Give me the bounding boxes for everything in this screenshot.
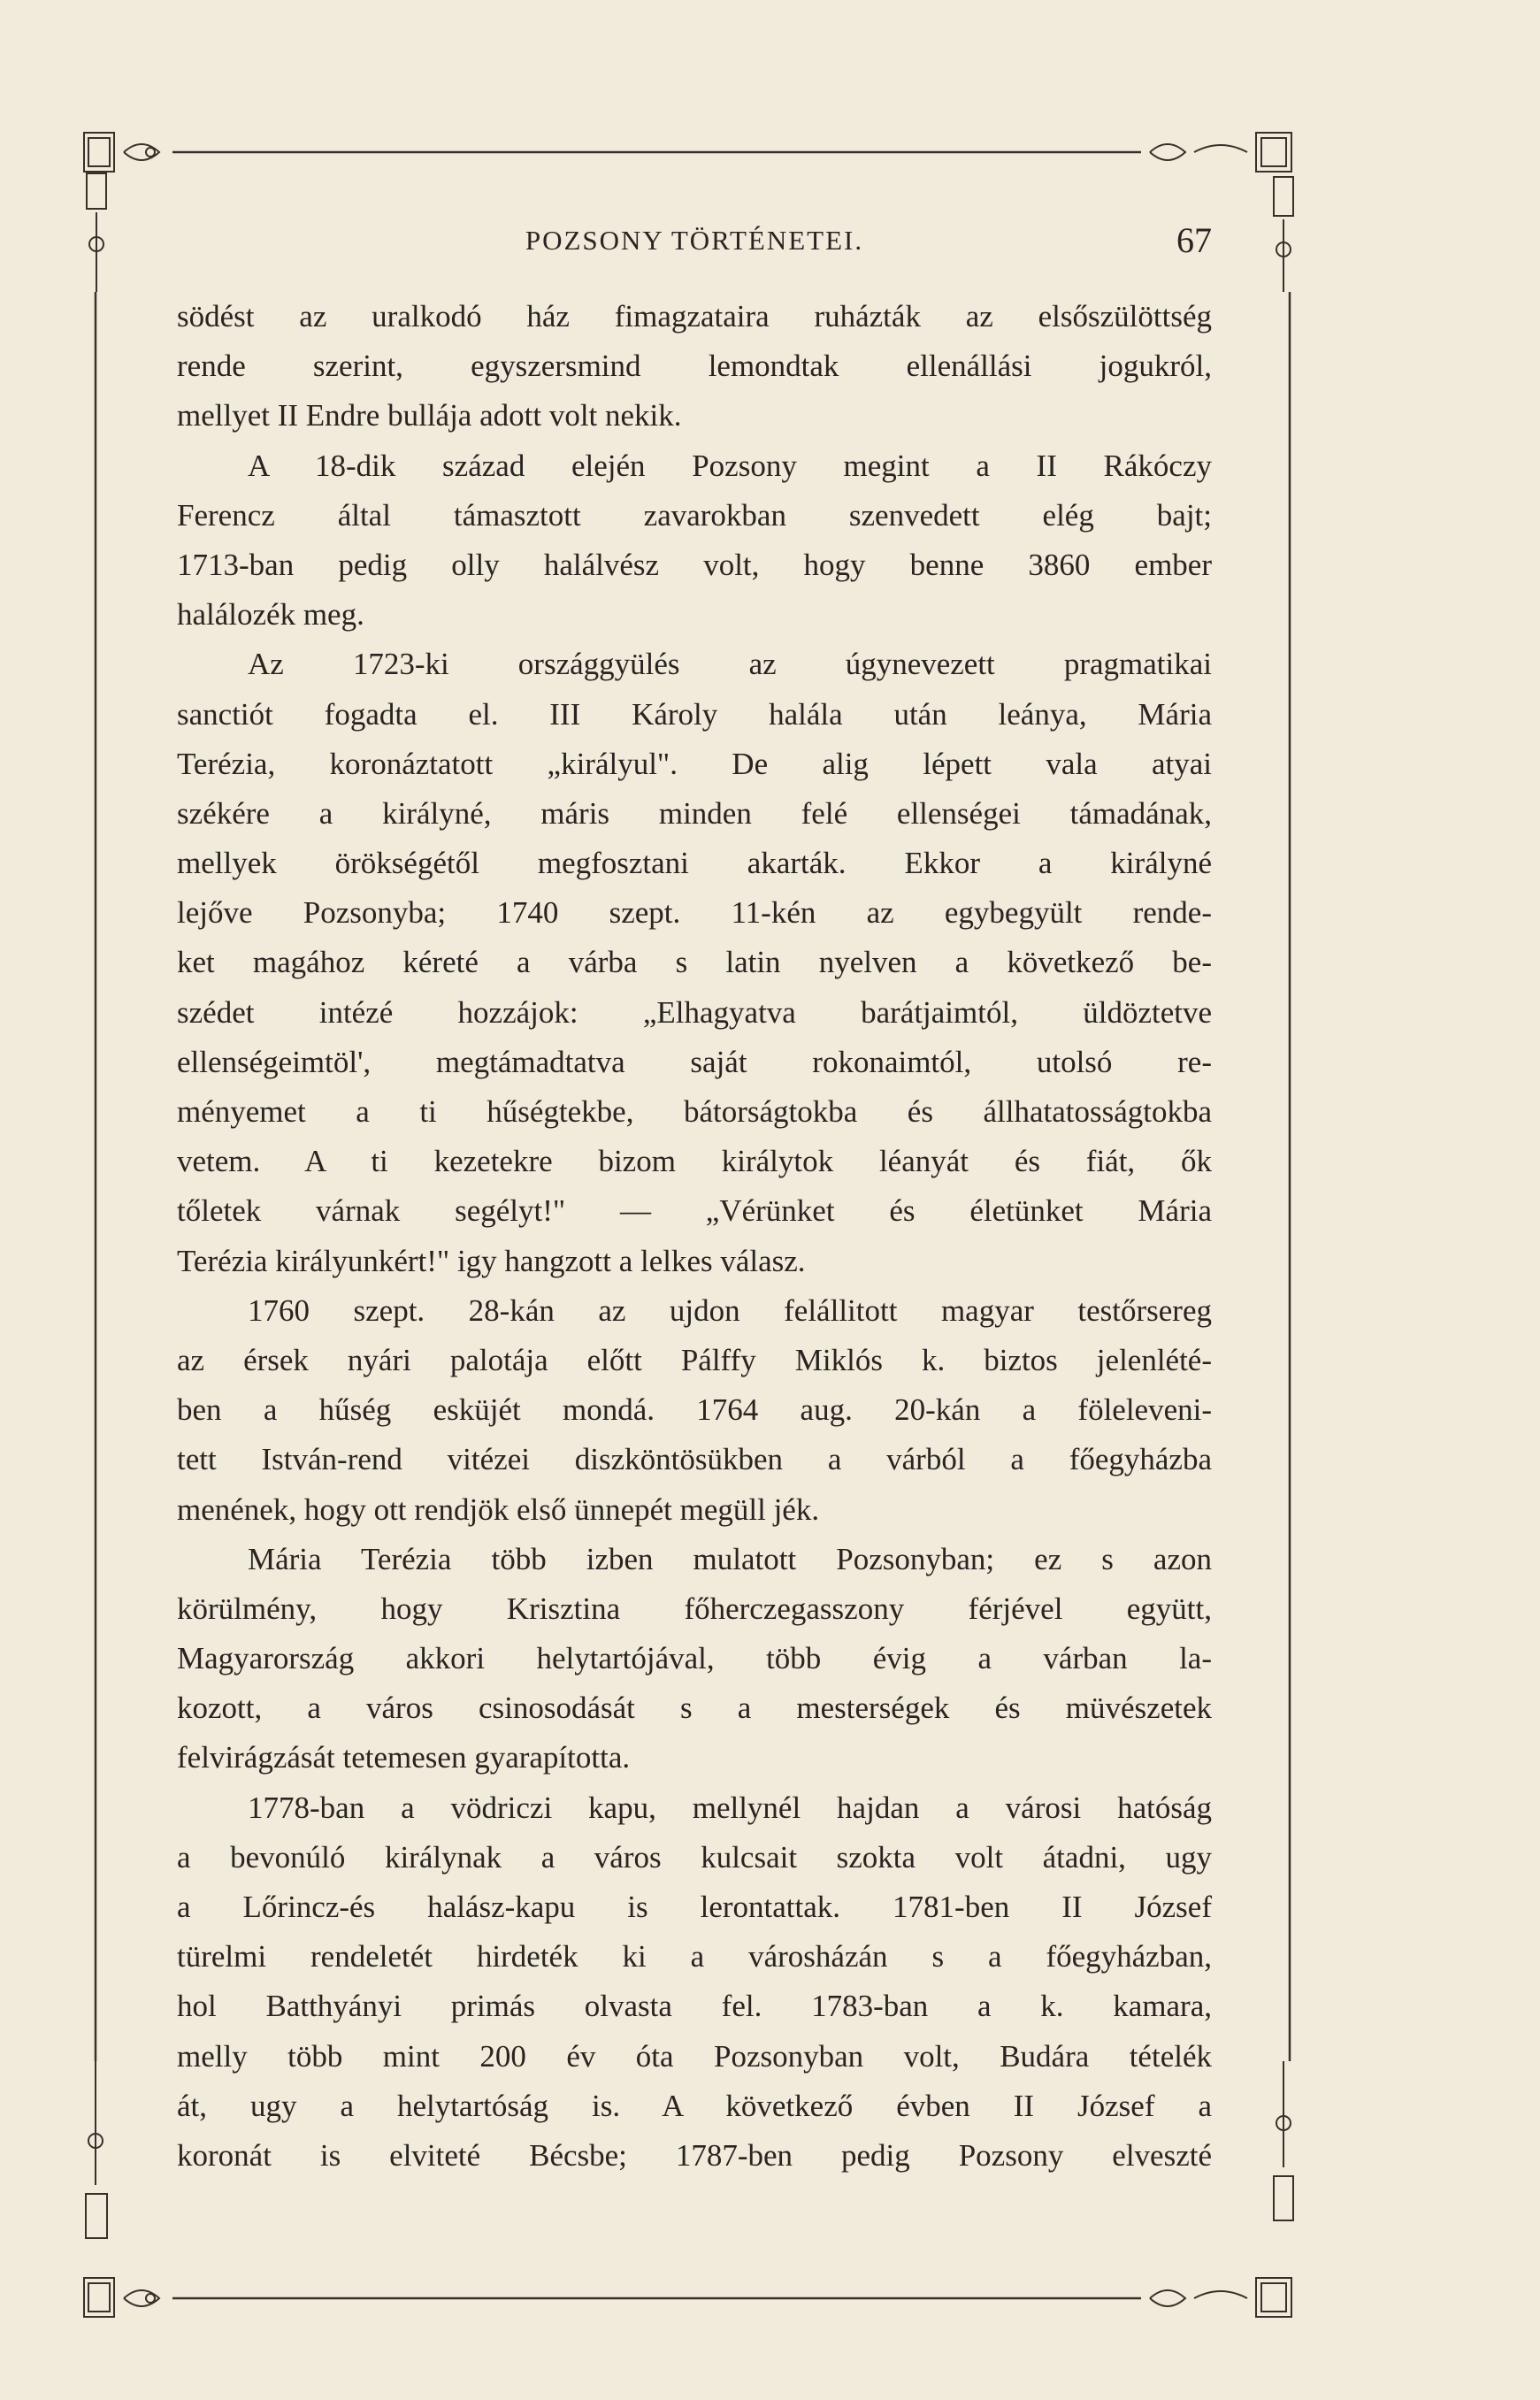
text-line: a bevonúló királynak a város kulcsait szokta volt átadni, ugy [177, 1839, 1212, 1875]
text-line: tőletek várnak segélyt!" — „Vérünket és életünket Mária [177, 1193, 1212, 1229]
text-line: koronát is elviteté Bécsbe; 1787-ben pedig Pozsony elveszté [177, 2137, 1212, 2173]
body-text [177, 292, 1212, 2181]
text-line: halálozék meg. [177, 597, 364, 633]
text-line: sanctiót fogadta el. III Károly halála után leánya, Mária [177, 696, 1212, 732]
text-line: ben a hűség esküjét mondá. 1764 aug. 20-kán a föleleveni- [177, 1392, 1212, 1428]
text-line: tett István-rend vitézei diszköntösükben a várból a főegyházba [177, 1442, 1212, 1477]
text-line: hol Batthyányi primás olvasta fel. 1783-ban a k. kamara, [177, 1989, 1212, 2024]
text-line: Mária Terézia több izben mulatott Pozsonyban; ez s azon [248, 1541, 1212, 1576]
text-line: ményemet a ti hűségtekbe, bátorságtokba és állhatatosságtokba [177, 1094, 1212, 1129]
text-line: lejőve Pozsonyba; 1740 szept. 11-kén az egybegyült rende- [177, 895, 1212, 931]
text-line: körülmény, hogy Krisztina főherczegasszony férjével együtt, [177, 1591, 1212, 1626]
text-line: szédet intézé hozzájok: „Elhagyatva barátjaimtól, üldöztetve [177, 994, 1212, 1030]
text-line: menének, hogy ott rendjök első ünnepét megüll jék. [177, 1491, 820, 1527]
text-line: Az 1723-ki országgyülés az úgynevezett pragmatikai [248, 647, 1212, 682]
text-line: 1713-ban pedig olly halálvész volt, hogy benne 3860 ember [177, 547, 1212, 582]
text-line: rende szerint, egyszersmind lemondtak ellenállási jogukról, [177, 349, 1212, 384]
text-line: ellenségeimtöl', megtámadtatva saját rokonaimtól, utolsó re- [177, 1044, 1212, 1079]
page-number: 67 [1176, 220, 1212, 260]
corner-ornament-bottom-left [84, 2061, 159, 2317]
text-line: át, ugy a helytartóság is. A következő évben II József a [177, 2088, 1212, 2123]
text-line: Magyarország akkori helytartójával, több évig a várban la- [177, 1641, 1212, 1676]
text-line: A 18-dik század elején Pozsony megint a II Rákóczy [248, 448, 1212, 483]
text-line: södést az uralkodó ház fimagzataira ruházták az elsőszülöttség [177, 299, 1212, 334]
text-line: felvirágzását tetemesen gyarapította. [177, 1740, 631, 1775]
text-line: mellyet II Endre bullája adott volt nekik. [177, 398, 682, 433]
text-line: Ferencz által támasztott zavarokban szenvedett elég bajt; [177, 497, 1212, 533]
text-line: Terézia királyunkért!" igy hangzott a lelkes válasz. [177, 1243, 806, 1278]
text-line: ket magához kéreté a várba s latin nyelven a következő be- [177, 945, 1212, 980]
text-line: a Lőrincz-és halász-kapu is lerontattak. 1781-ben II József [177, 1890, 1212, 1924]
running-title: POZSONY TÖRTÉNETEI. [525, 225, 864, 256]
text-line: türelmi rendeletét hirdeték ki a városházán s a főegyházban, [177, 1939, 1212, 1974]
text-line: az érsek nyári palotája előtt Pálffy Miklós k. biztos jelenlété- [177, 1342, 1212, 1377]
text-line: székére a királyné, máris minden felé ellenségei támadának, [177, 795, 1212, 831]
page-header [177, 219, 1212, 272]
corner-ornament-top-left [84, 133, 159, 292]
text-line: mellyek örökségétől megfosztani akarták. Ekkor a királyné [177, 846, 1212, 881]
text-line: kozott, a város csinosodását s a mesterségek és müvészetek [177, 1691, 1212, 1726]
text-line: 1760 szept. 28-kán az ujdon felállitott magyar testőrsereg [248, 1292, 1212, 1328]
text-line: Terézia, koronáztatott „királyul". De alig lépett vala atyai [177, 746, 1212, 781]
text-line: 1778-ban a vödriczi kapu, mellynél hajdan a városi hatóság [248, 1790, 1212, 1825]
text-line: vetem. A ti kezetekre bizom királytok léanyát és fiát, ők [177, 1144, 1212, 1179]
text-line: melly több mint 200 év óta Pozsonyban volt, Budára tételék [177, 2038, 1212, 2074]
